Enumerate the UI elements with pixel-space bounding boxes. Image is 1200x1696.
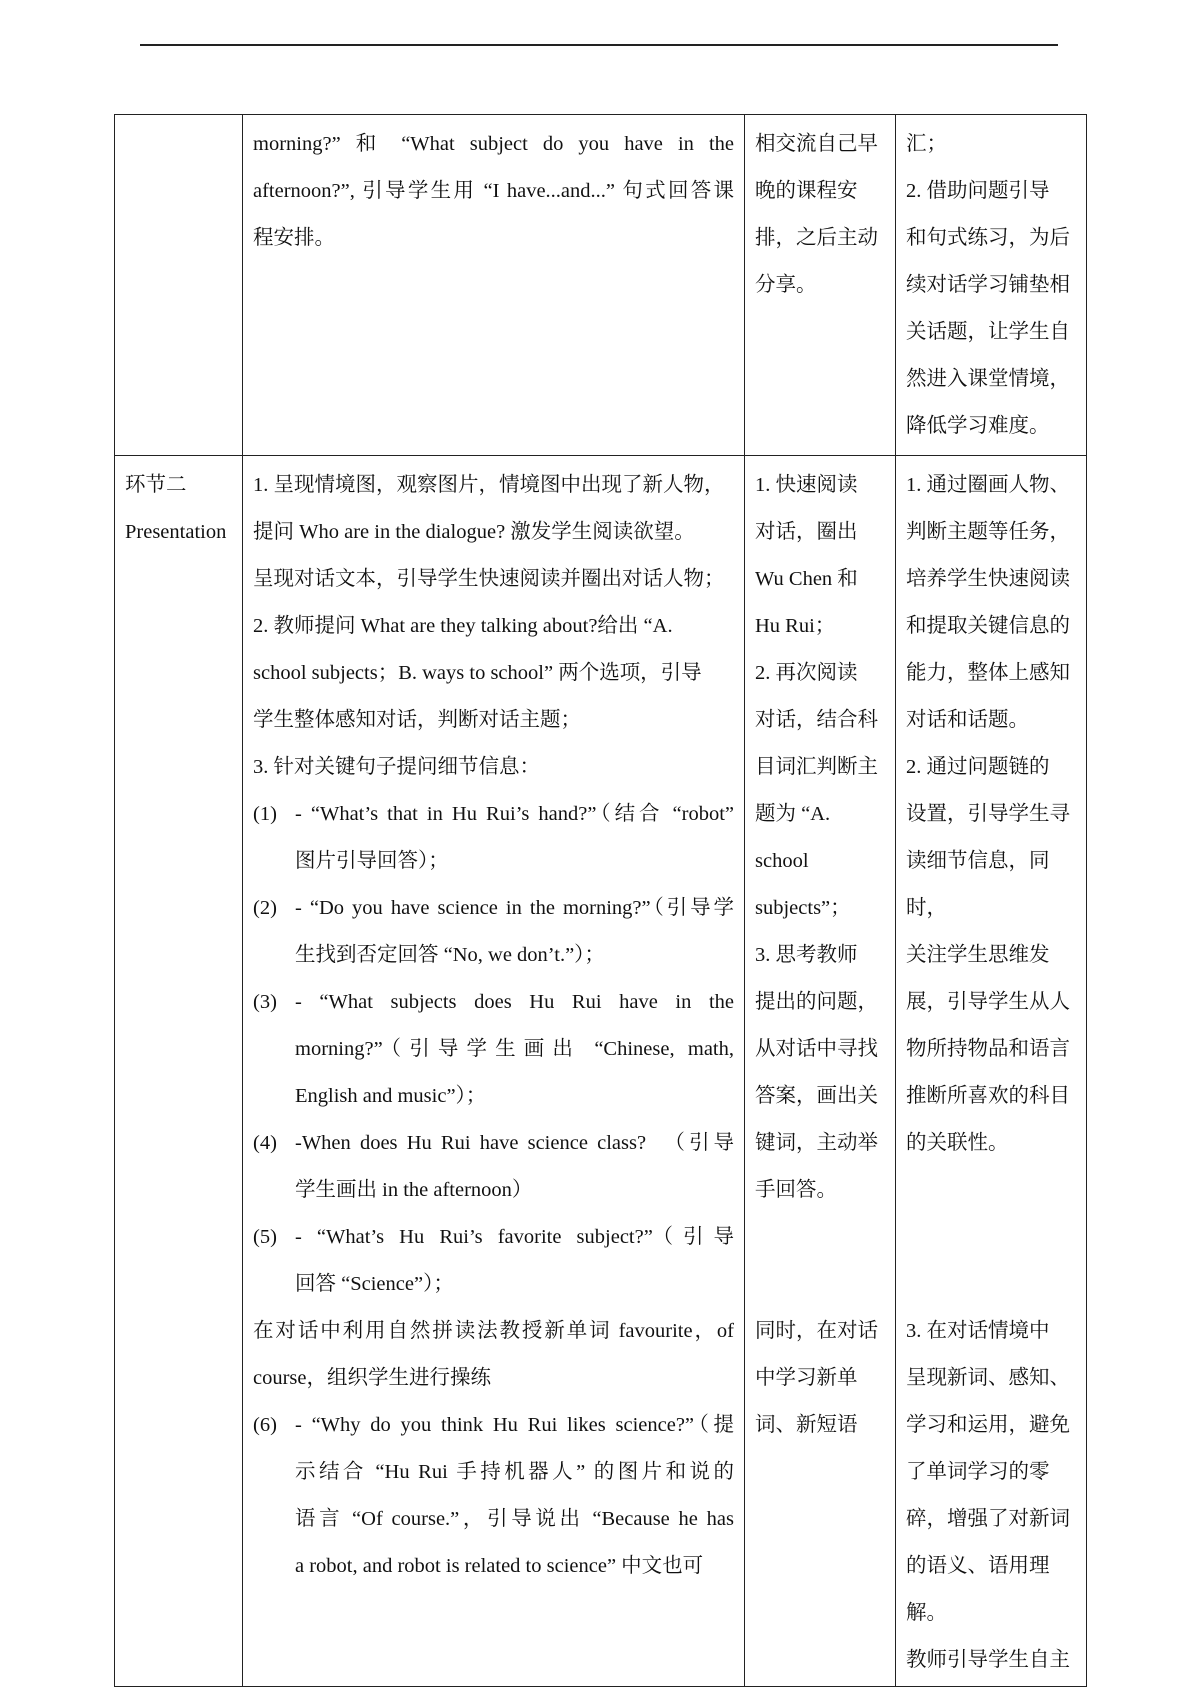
question-item bbox=[253, 1496, 734, 1543]
question-item bbox=[253, 885, 734, 932]
question-number bbox=[253, 1026, 295, 1073]
question-item bbox=[253, 838, 734, 885]
text-line: 从对话中寻找 bbox=[755, 1038, 878, 1060]
text-line: 提出的问题， bbox=[755, 991, 878, 1013]
lesson-plan-table bbox=[114, 114, 1087, 1687]
question-number bbox=[253, 1073, 295, 1120]
blank-line bbox=[906, 1214, 1076, 1261]
question-text: 学生画出 in the afternoon） bbox=[295, 1179, 533, 1201]
text-line: 的语义、语用理解。 bbox=[906, 1555, 1050, 1624]
text-line: 对话，圈出 bbox=[755, 521, 858, 543]
student-activity-cell bbox=[745, 115, 896, 456]
question-item bbox=[253, 1214, 734, 1261]
text-line: 在对话中利用自然拼读法教授新单词 favourite，of bbox=[253, 1320, 734, 1342]
text-line: 手回答。 bbox=[755, 1179, 837, 1201]
question-item bbox=[253, 1167, 734, 1214]
text-line: school subjects；B. ways to school” 两个选项，引导 bbox=[253, 662, 702, 684]
text-line: 对话和话题。 bbox=[906, 709, 1029, 731]
question-item bbox=[253, 1543, 734, 1590]
question-text: 图片引导回答）； bbox=[295, 850, 449, 872]
question-item bbox=[253, 932, 734, 979]
text-line: 培养学生快速阅读 bbox=[906, 568, 1070, 590]
question-text: - “What’s Hu Rui’s favorite subject?”（引导 bbox=[295, 1226, 734, 1248]
blank-line bbox=[906, 1261, 1076, 1308]
text-line: 排，之后主动 bbox=[755, 227, 878, 249]
header-rule bbox=[140, 44, 1058, 46]
text-line: 2. 通过问题链的 bbox=[906, 756, 1050, 778]
design-intent-cell bbox=[896, 456, 1087, 1687]
text-line: 1. 快速阅读 bbox=[755, 474, 858, 496]
text-line: 词、新短语 bbox=[755, 1414, 858, 1436]
text-line: 环节二 bbox=[125, 474, 187, 496]
text-line: 的关联性。 bbox=[906, 1132, 1009, 1154]
table-row-continuation bbox=[115, 115, 1087, 456]
text-line: 题为 “A. bbox=[755, 803, 831, 825]
text-line: Presentation bbox=[125, 521, 227, 543]
question-item bbox=[253, 791, 734, 838]
question-text: - “What subjects does Hu Rui have in the bbox=[295, 991, 734, 1013]
question-number: (6) bbox=[253, 1414, 277, 1436]
design-intent-cell bbox=[896, 115, 1087, 456]
question-text: - “What’s that in Hu Rui’s hand?”（结合 “robot” bbox=[295, 803, 734, 825]
text-line: 和句式练习，为后 bbox=[906, 227, 1070, 249]
text-line: Wu Chen 和 bbox=[755, 568, 858, 590]
question-text: a robot, and robot is related to science” 中文也可 bbox=[295, 1555, 704, 1577]
text-line: 相交流自己早 bbox=[755, 133, 878, 155]
question-number: (3) bbox=[253, 991, 277, 1013]
blank-line bbox=[755, 1214, 885, 1261]
question-number: (5) bbox=[253, 1226, 277, 1248]
text-line: school bbox=[755, 850, 809, 872]
question-item bbox=[253, 1120, 734, 1167]
text-line: 晚的课程安 bbox=[755, 180, 858, 202]
question-number: (1) bbox=[253, 803, 277, 825]
text-line: 呈现对话文本，引导学生快速阅读并圈出对话人物； bbox=[253, 568, 725, 590]
stage-cell bbox=[115, 456, 243, 1687]
question-number bbox=[253, 1543, 295, 1590]
teacher-activity-cell bbox=[243, 115, 745, 456]
question-number: (2) bbox=[253, 897, 277, 919]
question-text: 语言 “Of course.”，引导说出 “Because he has bbox=[295, 1508, 734, 1530]
text-line: 推断所喜欢的科目 bbox=[906, 1085, 1070, 1107]
text-line: morning?” 和 “What subject do you have in the bbox=[253, 133, 734, 155]
text-line: 中学习新单 bbox=[755, 1367, 858, 1389]
blank-line bbox=[755, 1261, 885, 1308]
text-line: 2. 再次阅读 bbox=[755, 662, 858, 684]
text-line: 1. 通过圈画人物、 bbox=[906, 474, 1070, 496]
text-line: 汇； bbox=[906, 133, 947, 155]
text-line: 分享。 bbox=[755, 274, 817, 296]
text-line: 关注学生思维发 bbox=[906, 944, 1050, 966]
text-line: 展，引导学生从人 bbox=[906, 991, 1070, 1013]
question-item bbox=[253, 1261, 734, 1308]
question-text: - “Why do you think Hu Rui likes science?”（提 bbox=[295, 1414, 734, 1436]
table-row-presentation bbox=[115, 456, 1087, 1687]
question-item bbox=[253, 1026, 734, 1073]
question-text: 示结合 “Hu Rui 手持机器人” 的图片和说的 bbox=[295, 1461, 734, 1483]
question-number bbox=[253, 1261, 295, 1308]
question-number bbox=[253, 1449, 295, 1496]
text-line: afternoon?”, 引导学生用 “I have...and...” 句式回答课 bbox=[253, 180, 734, 202]
blank-line bbox=[906, 1167, 1076, 1214]
text-line: 然进入课堂情境， bbox=[906, 368, 1070, 390]
text-line: subjects”； bbox=[755, 897, 851, 919]
question-item bbox=[253, 1073, 734, 1120]
question-number bbox=[253, 1167, 295, 1214]
text-line: 学习和运用，避免 bbox=[906, 1414, 1070, 1436]
text-line: 碎，增强了对新词 bbox=[906, 1508, 1070, 1530]
text-line: 答案，画出关 bbox=[755, 1085, 878, 1107]
text-line: 设置，引导学生寻 bbox=[906, 803, 1070, 825]
text-line: 程安排。 bbox=[253, 227, 335, 249]
text-line: 1. 呈现情境图，观察图片，情境图中出现了新人物， bbox=[253, 474, 725, 496]
stage-cell-empty bbox=[115, 115, 243, 456]
text-line: 物所持物品和语言 bbox=[906, 1038, 1070, 1060]
text-line: 键词，主动举 bbox=[755, 1132, 878, 1154]
text-line: 降低学习难度。 bbox=[906, 415, 1050, 437]
question-number: (4) bbox=[253, 1132, 277, 1154]
text-line: 呈现新词、感知、 bbox=[906, 1367, 1070, 1389]
question-text: -When does Hu Rui have science class? （引导 bbox=[295, 1132, 734, 1154]
question-item bbox=[253, 979, 734, 1026]
text-line: 学生整体感知对话，判断对话主题； bbox=[253, 709, 581, 731]
text-line: 2. 教师提问 What are they talking about?给出 “A. bbox=[253, 615, 673, 637]
text-line: 3. 针对关键句子提问细节信息： bbox=[253, 756, 540, 778]
text-line: 判断主题等任务， bbox=[906, 521, 1070, 543]
question-item bbox=[253, 1449, 734, 1496]
question-number bbox=[253, 932, 295, 979]
text-line: 提问 Who are in the dialogue? 激发学生阅读欲望。 bbox=[253, 521, 695, 543]
text-line: course，组织学生进行操练 bbox=[253, 1367, 492, 1389]
text-line: 3. 在对话情境中 bbox=[906, 1320, 1050, 1342]
student-activity-cell bbox=[745, 456, 896, 1687]
question-text: morning?”（引导学生画出 “Chinese, math, bbox=[295, 1038, 734, 1060]
text-line: 关话题，让学生自 bbox=[906, 321, 1070, 343]
text-line: 目词汇判断主 bbox=[755, 756, 878, 778]
text-line: 了单词学习的零 bbox=[906, 1461, 1050, 1483]
text-line: 3. 思考教师 bbox=[755, 944, 858, 966]
question-text: - “Do you have science in the morning?”（引导学 bbox=[295, 897, 734, 919]
text-line: 2. 借助问题引导 bbox=[906, 180, 1050, 202]
question-text: 生找到否定回答 “No, we don’t.”）； bbox=[295, 944, 605, 966]
text-line: 读细节信息，同时， bbox=[906, 850, 1050, 919]
text-line: Hu Rui； bbox=[755, 615, 836, 637]
question-text: 回答 “Science”）； bbox=[295, 1273, 454, 1295]
text-line: 对话，结合科 bbox=[755, 709, 878, 731]
question-number bbox=[253, 1496, 295, 1543]
text-line: 同时，在对话 bbox=[755, 1320, 878, 1342]
text-line: 教师引导学生自主 bbox=[906, 1649, 1070, 1671]
question-text: English and music”）； bbox=[295, 1085, 487, 1107]
text-line: 续对话学习铺垫相 bbox=[906, 274, 1070, 296]
teacher-activity-cell bbox=[243, 456, 745, 1687]
question-number bbox=[253, 838, 295, 885]
question-item bbox=[253, 1402, 734, 1449]
text-line: 和提取关键信息的 bbox=[906, 615, 1070, 637]
text-line: 能力，整体上感知 bbox=[906, 662, 1070, 684]
